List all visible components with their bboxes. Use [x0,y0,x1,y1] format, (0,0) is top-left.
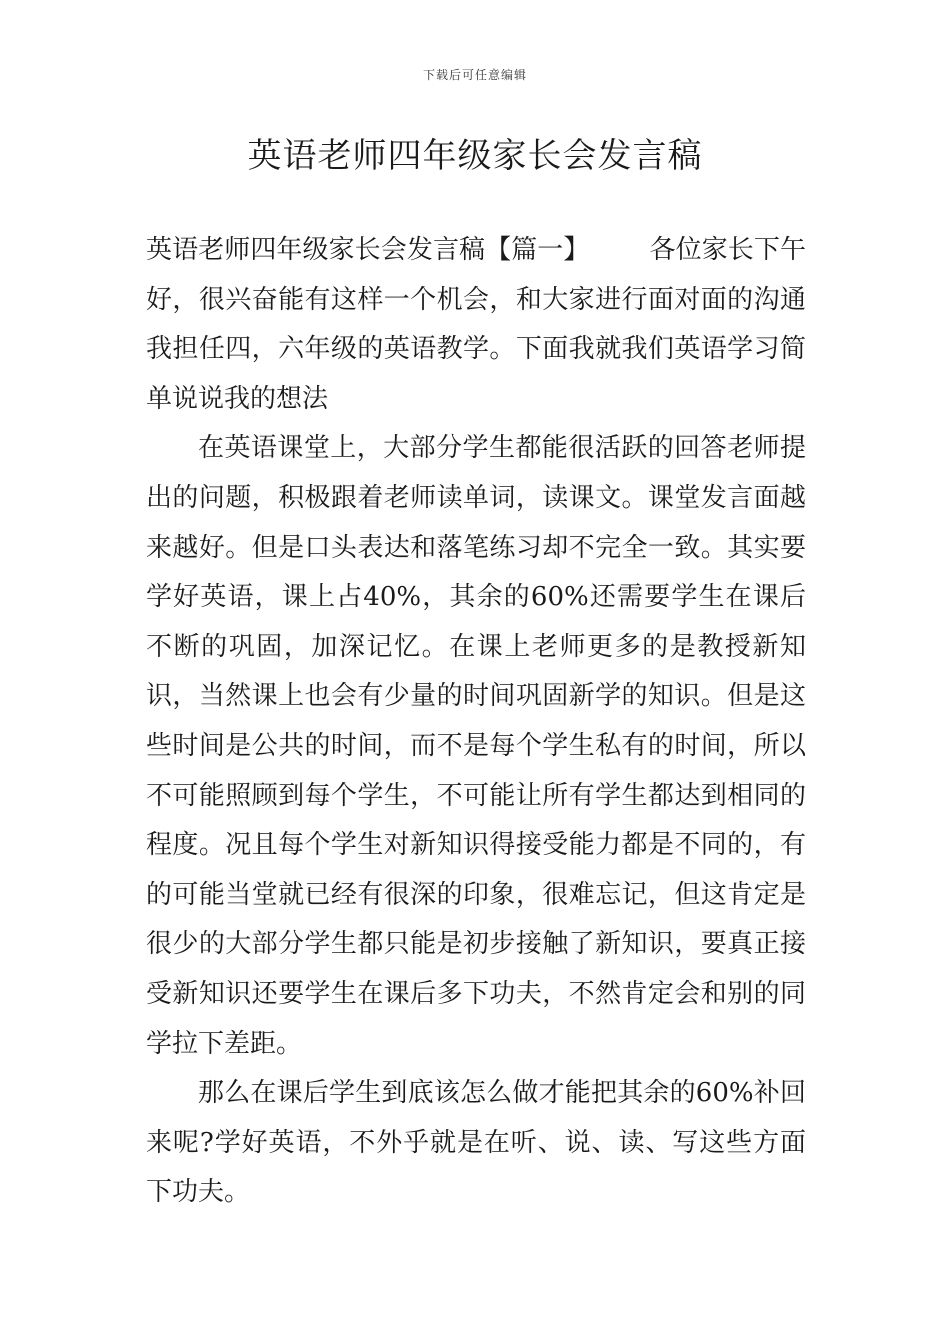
document-title: 英语老师四年级家长会发言稿 [247,136,703,176]
section-heading: 英语老师四年级家长会发言稿【篇一】 [146,235,590,265]
document-body [146,226,806,1218]
paragraph: 那么在课后学生到底该怎么做才能把其余的60%补回来呢?学好英语，不外乎就是在听、说、读、写这些方面下功夫。 [146,1078,806,1208]
paragraph: 在英语课堂上，大部分学生都能很活跃的回答老师提出的问题，积极跟着老师读单词，读课文。课堂发言面越来越好。但是口头表达和落笔练习却不完全一致。其实要学好英语，课上占40%，其余的60%还需要学生在课后不断的巩固，加深记忆。在课上老师更多的是教授新知识，当然课上也会有少量的时间巩固新学的知识。但是这些时间是公共的时间，而不是每个学生私有的时间，所以不可能照顾到每个学生，不可能让所有学生都达到相同的程度。况且每个学生对新知识得接受能力都是不同的，有的可能当堂就已经有很深的印象，很难忘记，但这肯定是很少的大部分学生都只能是初步接触了新知识，要真正接受新知识还要学生在课后多下功夫，不然肯定会和别的同学拉下差距。 [146,433,806,1059]
paragraph-text: 各位家长下午好，很兴奋能有这样一个机会，和大家进行面对面的沟通我担任四，六年级的英语教学。下面我就我们英语学习简单说说我的想法 [146,235,806,414]
header-note: 下载后可任意编辑 [422,68,527,82]
intro-paragraph [146,226,806,424]
